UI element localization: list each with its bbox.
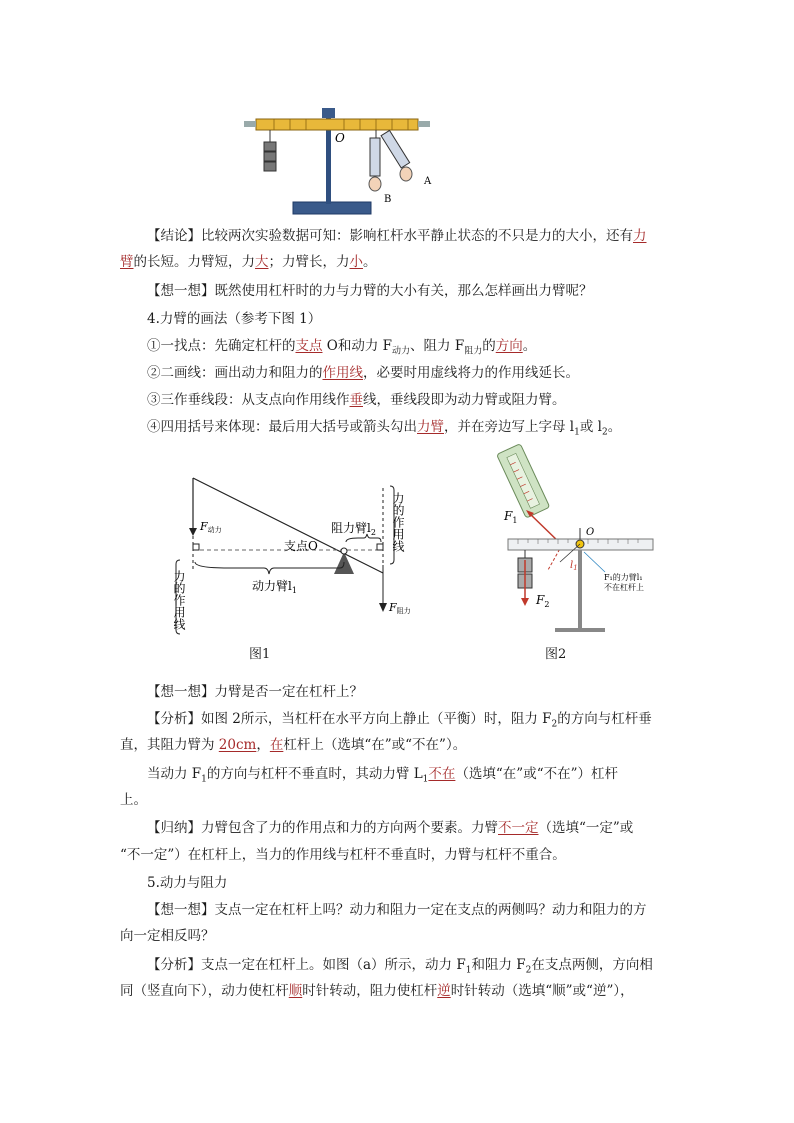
- answer: 力: [633, 228, 647, 244]
- svg-text:阻力臂l2: 阻力臂$l_2$: [331, 521, 376, 537]
- paragraph-analysis-2: 当动力 $F_1$的方向与杠杆不垂直时，其动力臂 $L_1$不在（选填“在”或“不在”）杠杆: [147, 766, 619, 785]
- label-A: A: [424, 176, 432, 187]
- section-4-heading: 4.力臂的画法（参考下图 1）: [147, 311, 322, 327]
- text: 。: [363, 254, 377, 270]
- step-4: ④四用括号来体现：最后用大括号或箭头勾出力臂，并在旁边写上字母 $l_1$或 $l_2$。: [147, 419, 622, 438]
- paragraph-analysis-2-cont: 上。: [120, 792, 147, 808]
- line-of-action-left: 力的作用线: [172, 570, 186, 630]
- paragraph-analysis-1-cont: 直，其阻力臂为 20cm，在杠杆上（选填“在”或“不在”）。: [120, 737, 467, 753]
- paragraph-think-2: 【想一想】力臂是否一定在杠杆上？: [147, 684, 363, 700]
- paragraph-think-3-cont: 向一定相反吗？: [120, 928, 215, 944]
- text: 的长短。力臂短，力: [133, 254, 255, 270]
- answer: 小: [349, 254, 363, 270]
- paragraph-summary: 【归纳】力臂包含了力的作用点和力的方向两个要素。力臂不一定（选填“一定”或: [147, 820, 634, 836]
- svg-text:F2: $F_2$: [536, 593, 550, 609]
- line-of-action-right: 力的作用线: [391, 492, 405, 552]
- lever-experiment-figure: [238, 104, 438, 219]
- svg-text:F阻力: F阻力: [389, 601, 411, 615]
- svg-text:F动力: F动力: [200, 520, 222, 534]
- label-O: O: [335, 131, 345, 145]
- figure-2-caption: 图2: [545, 647, 567, 662]
- svg-text:动力臂l1: 动力臂$l_1$: [252, 579, 297, 595]
- figure-1-caption: 图1: [249, 647, 271, 662]
- paragraph-conclusion-cont: [120, 252, 680, 272]
- paragraph-analysis-3: 【分析】支点一定在杠杆上。如图（a）所示，动力 $F_1$和阻力 $F_2$在支点两侧，方向相: [147, 957, 653, 976]
- step-3: ③三作垂线段：从支点向作用线作垂线，垂线段即为动力臂或阻力臂。: [147, 392, 566, 408]
- answer: 臂: [120, 254, 134, 270]
- section-5-heading: 5.动力与阻力: [147, 875, 228, 891]
- step-2: ②二画线：画出动力和阻力的作用线，必要时用虚线将力的作用线延长。: [147, 365, 579, 381]
- text: ；力臂长，力: [268, 254, 350, 270]
- paragraph-conclusion: [147, 226, 707, 246]
- svg-text:O: O: [586, 527, 595, 538]
- paragraph-analysis-3-cont: 同（竖直向下），动力使杠杆顺时针转动，阻力使杠杆逆时针转动（选填“顺”或“逆”），: [120, 983, 634, 999]
- paragraph-think-3: 【想一想】支点一定在杠杆上吗？动力和阻力一定在支点的两侧吗？动力和阻力的方: [147, 902, 647, 918]
- paragraph-analysis-1: 【分析】如图 2所示，当杠杆在水平方向上静止（平衡）时，阻力 $F_2$的方向与杠杆垂: [147, 711, 652, 730]
- figure-2-lever-photo: [490, 440, 665, 640]
- svg-text:F₁的力臂l₁: F₁的力臂l₁: [604, 573, 643, 582]
- svg-text:不在杠杆上: 不在杠杆上: [604, 583, 644, 592]
- step-1: ①一找点：先确定杠杆的支点 O和动力 $F_{动力}$、阻力 $F_{阻力}$的方向。: [147, 338, 537, 357]
- svg-text:F1: $F_1$: [504, 509, 518, 525]
- figure-1-lever-diagram: [168, 470, 418, 640]
- label-B: B: [384, 194, 392, 205]
- svg-text:l1: $l_1$: [570, 560, 578, 572]
- paragraph-think-1: 【想一想】既然使用杠杆时的力与力臂的大小有关，那么怎样画出力臂呢？: [147, 283, 593, 299]
- text: 【结论】比较两次实验数据可知：影响杠杆水平静止状态的不只是力的大小，还有: [147, 228, 633, 244]
- paragraph-summary-cont: “不一定”）在杠杆上，当力的作用线与杠杆不垂直时，力臂与杠杆不重合。: [120, 847, 566, 863]
- fulcrum-label: 支点O: [284, 539, 318, 553]
- answer: 大: [255, 254, 269, 270]
